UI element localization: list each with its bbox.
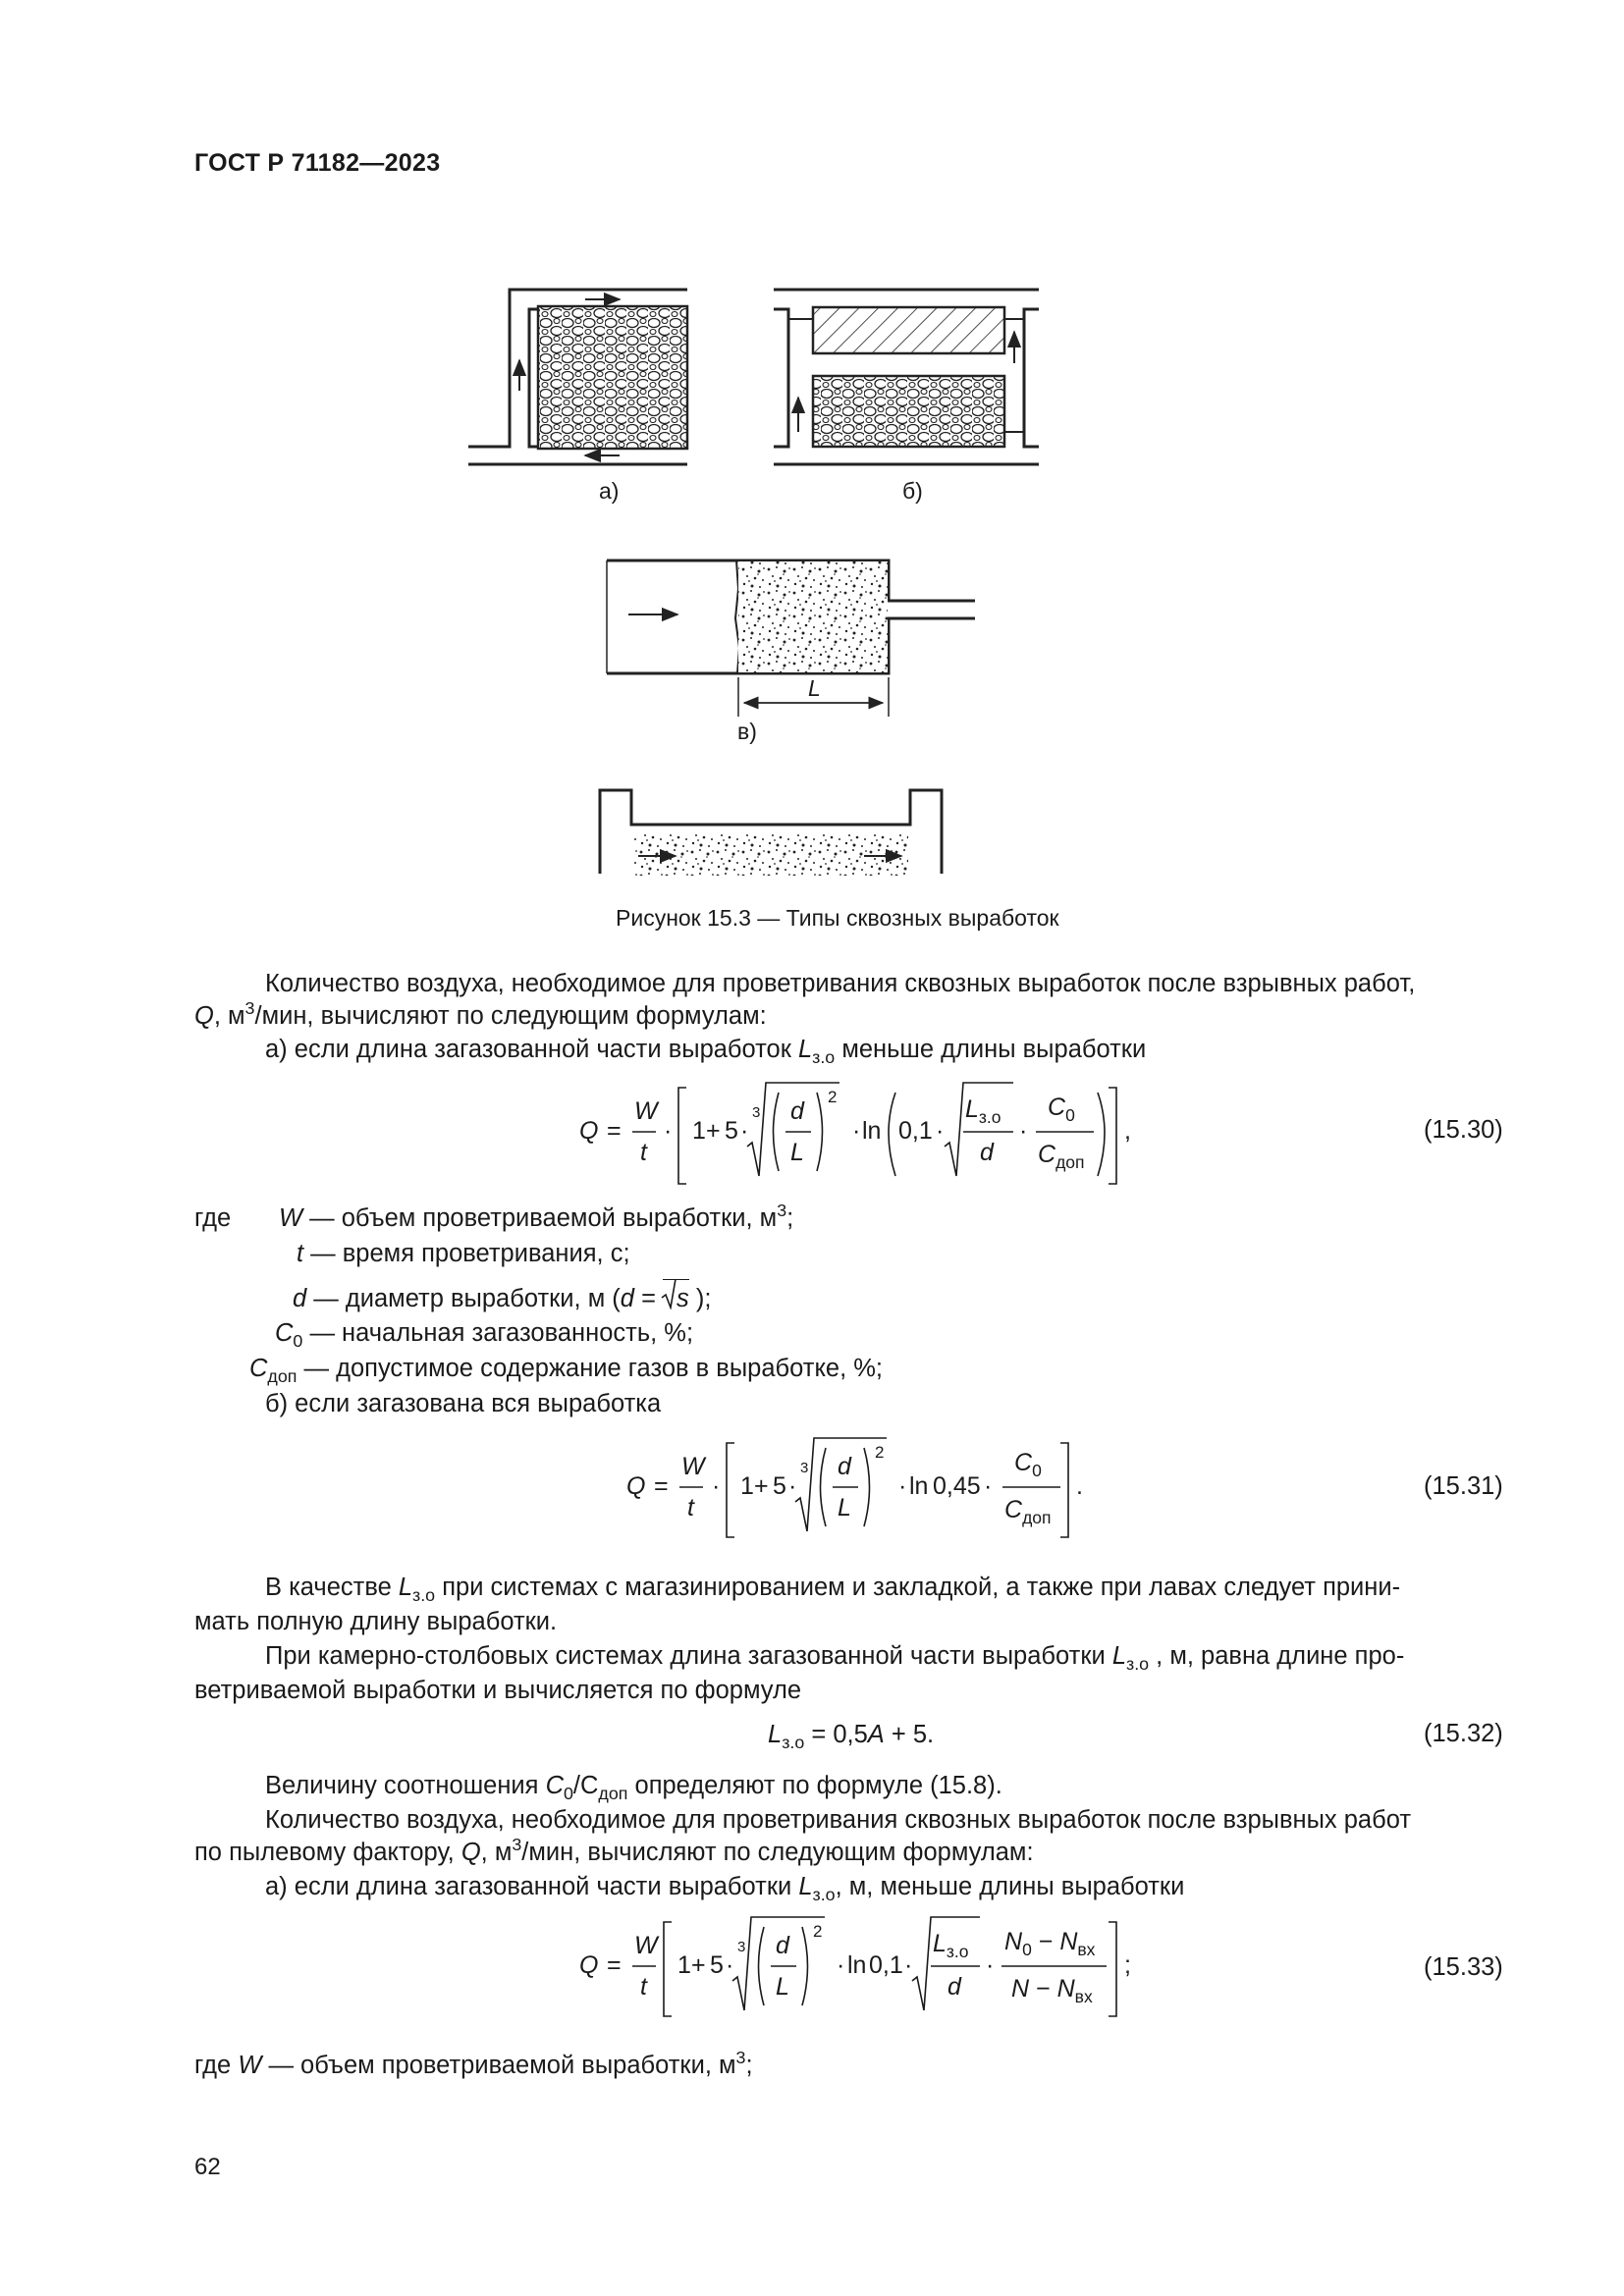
symbol-d: d [293,1285,307,1312]
eq-dot: · [936,1117,945,1145]
equation-15-32 [768,1716,934,1753]
eq-ln: ln [862,1117,882,1145]
subscript: з.о [978,1107,1001,1128]
figure-label-a: а) [599,478,620,504]
symbol-l: L [798,1873,813,1900]
subscript: 0 [1022,1940,1032,1960]
subscript: з.о [412,1585,436,1606]
symbol-l: L [1111,1642,1127,1670]
symbol-w: W [238,2052,262,2079]
text-span: ; [745,2052,753,2079]
eq-five: 5 [710,1951,724,1979]
sqrt-sign [661,1278,677,1309]
eq-one: 1 [692,1117,706,1145]
eq-t: t [687,1494,694,1522]
eq-15-33-strokes [569,1914,1149,2027]
eq-dot: · [712,1472,721,1500]
eq-l: L [790,1139,804,1166]
text-span: а) если длина загазованной части выработок [265,1036,798,1063]
eq-n-base: N [1004,1928,1023,1955]
text-span: При камерно-столбовых системах длина загазованной части выработки [265,1642,1112,1670]
eq-d-2: d [980,1139,994,1166]
subscript: 0 [1065,1105,1075,1126]
eq-one: 1 [677,1951,691,1979]
equation-15-31 [619,1435,1090,1543]
subscript: доп [1022,1508,1052,1528]
eq-equals: = [607,1117,622,1145]
superscript: 3 [777,1201,787,1221]
equation-number-15-32: (15.32) [1424,1720,1503,1747]
eq-semicolon: ; [1124,1951,1131,1979]
subscript: з.о [812,1047,836,1068]
text-span: , м, равна длине про- [1149,1642,1405,1670]
eq-dot: · [904,1951,913,1979]
eq-cube-index: 3 [752,1104,761,1121]
figure-caption: Рисунок 15.3 — Типы сквозных выработок [616,905,1059,931]
eq-c-base: C [1004,1496,1023,1523]
text-span: /C [572,1772,599,1799]
subscript: з.о [812,1885,836,1905]
figure-label-b: б) [902,478,923,504]
symbol-l: L [398,1574,413,1601]
figure-b-drawing [774,290,1039,464]
subscript: доп [267,1366,298,1387]
eq-dot: · [984,1472,993,1500]
subscript: доп [598,1784,628,1804]
paragraph-4-line-2: ветриваемой выработки и вычисляется по формуле [194,1677,802,1704]
subscript: 0 [563,1784,573,1804]
subscript: 0 [293,1331,303,1352]
symbol-c: C [275,1319,294,1347]
text-span: — начальная загазованность, %; [302,1319,694,1347]
subscript: з.о [946,1942,969,1962]
eq-ln: ln [909,1472,929,1500]
eq-dot: · [852,1117,861,1145]
figure-a-drawing [468,290,687,464]
eq-dot: · [664,1117,673,1145]
eq-d: d [838,1453,851,1480]
text-span: определяют по формуле (15.8). [627,1772,1002,1799]
eq-lzo-base: L [933,1930,947,1957]
text-span: /мин, вычисляют по следующим формулам: [254,1002,767,1030]
eq-coef-01: 0,1 [869,1951,903,1979]
eq-minus-sign: − [1036,1975,1051,2002]
eq-power-two: 2 [828,1088,838,1106]
eq-dot: · [1019,1117,1028,1145]
subscript: доп [1056,1152,1085,1173]
eq-l: L [838,1494,851,1522]
paragraph-3-line-1 [265,1569,1400,1606]
subscript: з.о [1126,1654,1150,1675]
eq-cube-index: 3 [737,1939,746,1955]
symbol-q: Q [194,1002,214,1030]
text-span: , м [480,1839,513,1866]
equation-number-15-30: (15.30) [1424,1116,1503,1144]
text-span: — диаметр выработки, м ( [306,1285,621,1312]
eq-plus: + [754,1472,769,1500]
eq-d: d [790,1097,804,1125]
eq-dot: · [740,1117,749,1145]
symbol-w: W [279,1204,303,1232]
eq-n-base: N [1011,1975,1030,2002]
eq-q: Q [579,1117,599,1145]
symbol-l: L [797,1036,813,1063]
symbol-a: A [867,1721,885,1748]
eq-dot: · [788,1472,797,1500]
eq-w: W [634,1097,658,1125]
figure-15-3-drawing [0,0,1624,923]
eq-15-31-strokes [619,1435,1090,1543]
eq-q: Q [579,1951,599,1979]
eq-q: Q [626,1472,646,1500]
symbol-t: t [297,1240,304,1267]
text-span: — объем проветриваемой выработки, м [261,2052,736,2079]
eq-five: 5 [725,1117,738,1145]
text-span: , м [213,1002,245,1030]
eq-c-base: C [1038,1141,1056,1168]
paragraph-1-line-1: Количество воздуха, необходимое для проветривания сквозных выработок после взрывных работ, [265,970,1416,997]
eq-t: t [640,1139,647,1166]
eq-n-base: N [1056,1975,1075,2002]
text-span: = [633,1285,664,1312]
eq-d: d [776,1932,789,1959]
eq-t: t [640,1973,647,2001]
symbol-q: Q [460,1839,481,1866]
paragraph-4-line-1 [265,1637,1404,1675]
symbol-s: s [677,1285,689,1312]
eq-lzo-base: L [965,1095,979,1123]
definition-w [279,1200,793,1237]
eq-n-base: N [1059,1928,1078,1955]
case-b-heading: б) если загазована вся выработка [265,1390,662,1417]
figure-label-v: в) [737,719,757,744]
text-span: ); [688,1285,712,1312]
text-span: = 0,5 [804,1721,868,1748]
symbol-c: C [545,1772,564,1799]
paragraph-6-line-2 [194,1834,1034,1871]
text-span: Величину соотношения [265,1772,546,1799]
definition-w-2 [194,2047,753,2084]
text-span: — время проветривания, с; [303,1240,630,1267]
definition-t [297,1235,630,1272]
paragraph-6-line-1: Количество воздуха, необходимое для проветривания сквозных выработок после взрывных работ [265,1806,1412,1834]
eq-c-base: C [1048,1094,1066,1121]
eq-dot: · [837,1951,845,1979]
eq-dot: · [726,1951,734,1979]
figure-length-label: L [808,675,821,701]
where-label: где [194,1204,232,1232]
eq-power-two: 2 [875,1443,885,1462]
subscript: вх [1077,1940,1096,1960]
sqrt-s [663,1279,689,1317]
figure-g-drawing [600,790,942,876]
superscript: 3 [735,2048,746,2068]
text-span: ; [786,1204,794,1232]
equation-15-30 [569,1078,1139,1196]
text-span: по пылевому фактору, [194,1839,461,1866]
definition-c0 [275,1314,693,1352]
page-number: 62 [194,2154,221,2180]
symbol-c: C [249,1355,268,1382]
text-span: а) если длина загазованной части выработки [265,1873,799,1900]
eq-comma: , [1124,1117,1131,1145]
eq-dot: · [986,1951,995,1979]
definition-cdop [249,1350,883,1387]
eq-ln: ln [847,1951,867,1979]
eq-dot: · [898,1472,907,1500]
eq-w: W [634,1932,658,1959]
eq-period: . [1076,1472,1083,1500]
subscript: 0 [1032,1461,1042,1481]
eq-five: 5 [773,1472,786,1500]
equation-15-33 [569,1914,1149,2027]
document-header: ГОСТ Р 71182—2023 [194,149,441,177]
eq-one: 1 [740,1472,754,1500]
text-span: — допустимое содержание газов в выработке, %; [297,1355,883,1382]
eq-minus-sign: − [1038,1928,1054,1955]
eq-15-30-strokes [569,1078,1139,1196]
symbol-l: L [768,1721,783,1748]
symbol-d: d [620,1285,634,1312]
superscript: 3 [244,998,255,1019]
paragraph-3-line-2: мать полную длину выработки. [194,1608,558,1635]
paragraph-1-line-2 [194,997,767,1035]
eq-equals: = [607,1951,622,1979]
text-span: /мин, вычисляют по следующим формулам: [521,1839,1034,1866]
eq-coef-01: 0,1 [898,1117,933,1145]
equation-number-15-31: (15.31) [1424,1472,1503,1500]
subscript: вх [1074,1987,1093,2007]
eq-cube-index: 3 [800,1460,809,1476]
eq-power-two: 2 [813,1922,823,1941]
eq-equals: = [654,1472,669,1500]
subscript: з.о [782,1733,805,1753]
eq-plus: + [691,1951,706,1979]
figure-v-drawing [607,561,975,717]
eq-l: L [776,1973,789,2001]
case-a2-heading [265,1868,1184,1905]
text-span: — объем проветриваемой выработки, м [302,1204,778,1232]
superscript: 3 [512,1835,522,1855]
text-span: где [194,2052,239,2079]
eq-d-2: d [947,1973,961,2001]
eq-c-base: C [1014,1449,1033,1476]
equation-number-15-33: (15.33) [1424,1953,1503,1981]
text-span: В качестве [265,1574,399,1601]
paragraph-5 [265,1767,1002,1804]
eq-plus: + [706,1117,721,1145]
case-a-heading [265,1031,1146,1068]
definition-d [293,1279,711,1317]
text-span: , м, меньше длины выработки [835,1873,1185,1900]
eq-w: W [681,1453,705,1480]
text-span: + 5. [884,1721,935,1748]
text-span: меньше длины выработки [835,1036,1147,1063]
text-span: при системах с магазинированием и закладкой, а также при лавах следует прини- [435,1574,1401,1601]
eq-coef-045: 0,45 [933,1472,981,1500]
